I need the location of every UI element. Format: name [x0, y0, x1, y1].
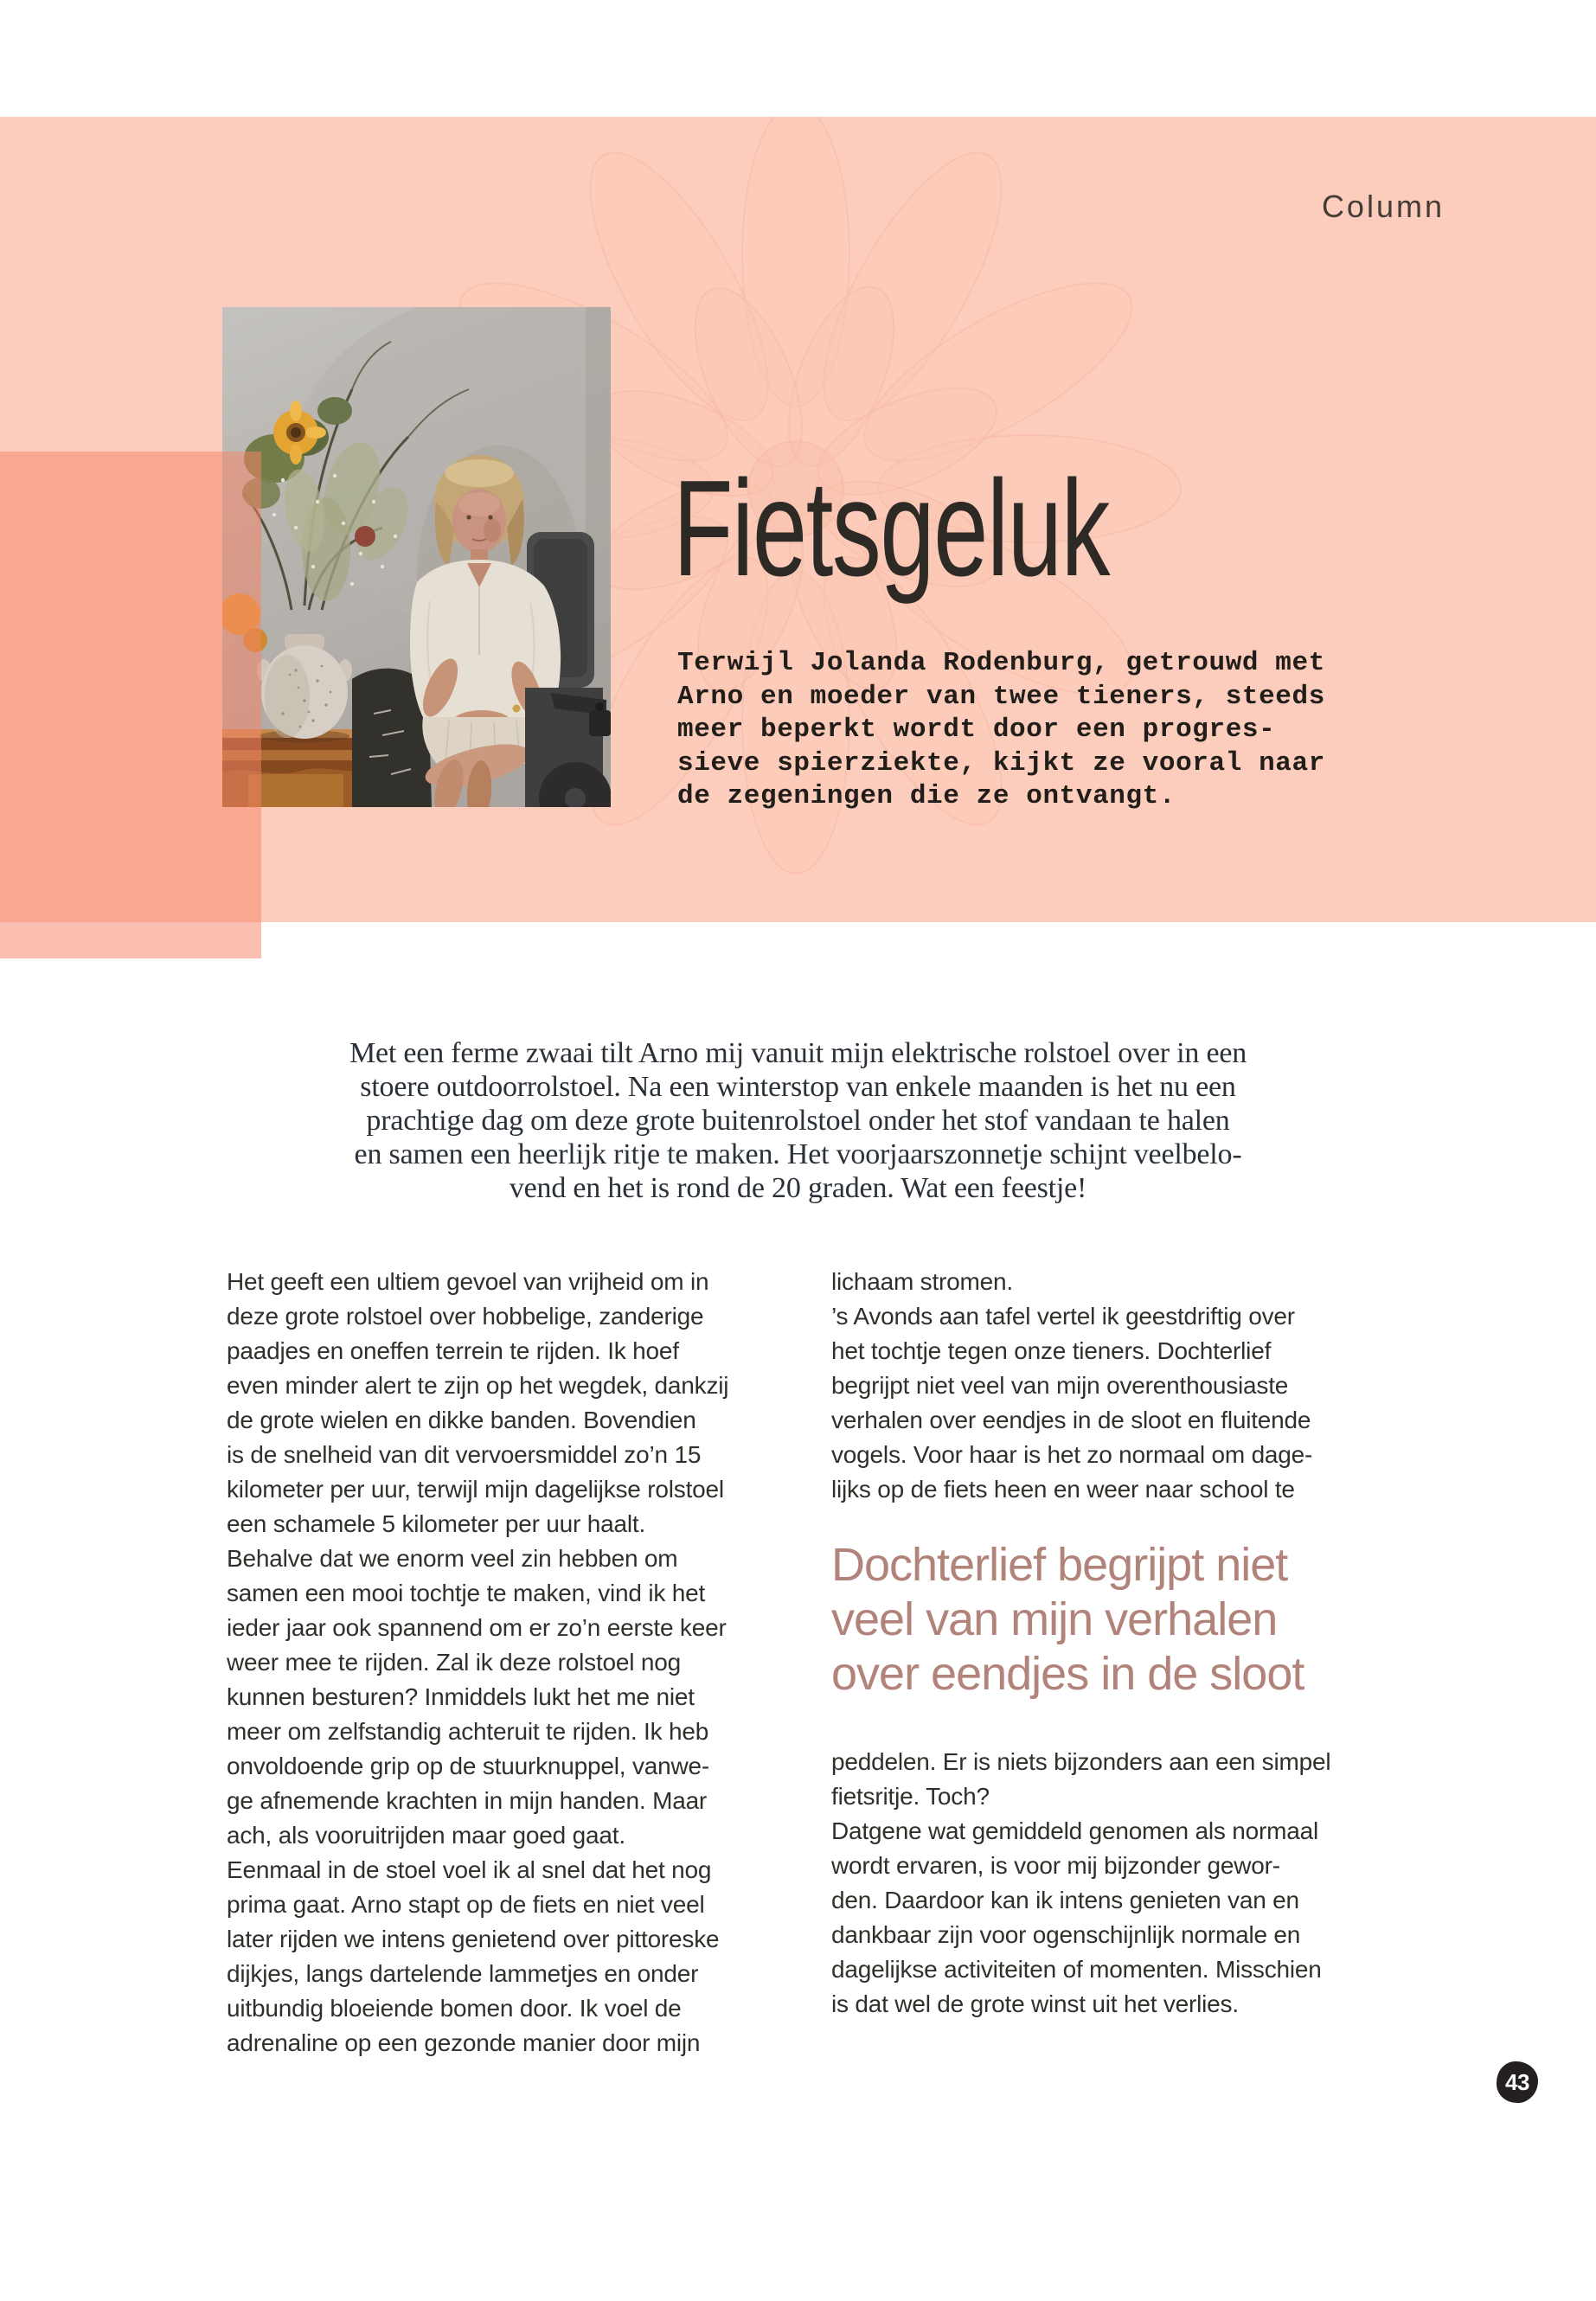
pull-quote: [831, 1538, 1402, 1702]
text-line: Behalve dat we enorm veel zin hebben om: [227, 1545, 678, 1572]
text-line: fietsritje. Toch?: [831, 1783, 990, 1810]
salmon-overlay-block: [0, 452, 261, 958]
body-column-left: [227, 1265, 798, 2061]
text-line: dijkjes, langs dartelende lammetjes en onder: [227, 1960, 699, 1987]
text-line: Arno en moeder van twee tieners, steeds: [677, 681, 1325, 712]
text-line: paadjes en oneffen terrein te rijden. Ik hoef: [227, 1337, 679, 1364]
text-line: Het geeft een ultiem gevoel van vrijheid om in: [227, 1268, 709, 1295]
text-line: stoere outdoorrolstoel. Na een winterstop van enkele maanden is het nu een: [360, 1071, 1236, 1103]
text-line: het tochtje tegen onze tieners. Dochterlief: [831, 1337, 1272, 1364]
page-title: Fietsgeluk: [673, 452, 1110, 605]
text-line: veel van mijn verhalen: [831, 1593, 1278, 1645]
text-line: prachtige dag om deze grote buitenrolstoel onder het stof vandaan te halen: [366, 1105, 1230, 1137]
text-line: den. Daardoor kan ik intens genieten van en: [831, 1887, 1299, 1913]
text-line: adrenaline op een gezonde manier door mijn: [227, 2029, 701, 2056]
text-line: Eenmaal in de stoel voel ik al snel dat het nog: [227, 1856, 712, 1883]
text-line: ge afnemende krachten in mijn handen. Maar: [227, 1787, 708, 1814]
text-line: Dochterlief begrijpt niet: [831, 1539, 1288, 1591]
text-line: sieve spierziekte, kijkt ze vooral naar: [677, 747, 1325, 779]
text-line: kilometer per uur, terwijl mijn dagelijkse rolstoel: [227, 1476, 724, 1503]
text-line: ach, als vooruitrijden maar goed gaat.: [227, 1822, 625, 1849]
text-line: onvoldoende grip op de stuurknuppel, vanwe-: [227, 1753, 710, 1779]
text-line: meer beperkt wordt door een progres-: [677, 715, 1276, 745]
text-line: wordt ervaren, is voor mij bijzonder gewor-: [831, 1852, 1280, 1879]
section-label: Column: [1321, 189, 1445, 224]
text-line: peddelen. Er is niets bijzonders aan een simpel: [831, 1748, 1331, 1775]
page-number-badge: [1497, 2061, 1538, 2103]
intro-typewriter: [677, 647, 1325, 814]
body-right-part2: [831, 1745, 1402, 2022]
text-line: weer mee te rijden. Zal ik deze rolstoel nog: [227, 1649, 682, 1676]
text-line: de grote wielen en dikke banden. Bovendien: [227, 1407, 696, 1433]
text-line: even minder alert te zijn op het wegdek, dankzij: [227, 1372, 729, 1399]
text-line: vogels. Voor haar is het zo normaal om dage-: [831, 1441, 1313, 1468]
text-line: ieder jaar ook spannend om er zo’n eerste keer: [227, 1614, 727, 1641]
text-line: uitbundig bloeiende bomen door. Ik voel de: [227, 1995, 682, 2022]
text-line: kunnen besturen? Inmiddels lukt het me niet: [227, 1683, 695, 1710]
body-right-part1: [831, 1265, 1402, 1507]
text-line: meer om zelfstandig achteruit te rijden. Ik heb: [227, 1718, 709, 1745]
text-line: vend en het is rond de 20 graden. Wat een feestje!: [509, 1172, 1087, 1204]
page-number: 43: [1505, 2068, 1529, 2095]
text-line: prima gaat. Arno stapt op de fiets en niet veel: [227, 1891, 705, 1918]
body-column-right: [831, 1265, 1402, 2022]
text-line: begrijpt niet veel van mijn overenthousiaste: [831, 1372, 1289, 1399]
text-line: en samen een heerlijk ritje te maken. Het voorjaarszonnetje schijnt veelbelo-: [354, 1138, 1242, 1170]
text-line: deze grote rolstoel over hobbelige, zanderige: [227, 1303, 704, 1330]
text-line: een schamele 5 kilometer per uur haalt.: [227, 1510, 646, 1537]
text-line: lichaam stromen.: [831, 1268, 1013, 1295]
text-line: is dat wel de grote winst uit het verlies.: [831, 1990, 1239, 2017]
text-line: de zegeningen die ze ontvangt.: [677, 781, 1176, 811]
text-line: is de snelheid van dit vervoersmiddel zo’n 15: [227, 1441, 702, 1468]
text-line: ’s Avonds aan tafel vertel ik geestdriftig over: [831, 1303, 1295, 1330]
text-line: Datgene wat gemiddeld genomen als normaal: [831, 1817, 1319, 1844]
text-line: over eendjes in de sloot: [831, 1648, 1304, 1700]
text-line: Met een ferme zwaai tilt Arno mij vanuit mijn elektrische rolstoel over in een: [349, 1037, 1247, 1069]
text-line: Terwijl Jolanda Rodenburg, getrouwd met: [677, 648, 1325, 678]
text-line: dagelijkse activiteiten of momenten. Misschien: [831, 1956, 1322, 1983]
lead-paragraph: [130, 1036, 1466, 1205]
text-line: dankbaar zijn voor ogenschijnlijk normale en: [831, 1921, 1301, 1948]
text-line: lijks op de fiets heen en weer naar school te: [831, 1476, 1295, 1503]
text-line: samen een mooi tochtje te maken, vind ik het: [227, 1580, 706, 1606]
text-line: later rijden we intens genietend over pittoreske: [227, 1926, 720, 1952]
portrait-photo: [222, 307, 611, 807]
text-line: verhalen over eendjes in de sloot en fluitende: [831, 1407, 1311, 1433]
